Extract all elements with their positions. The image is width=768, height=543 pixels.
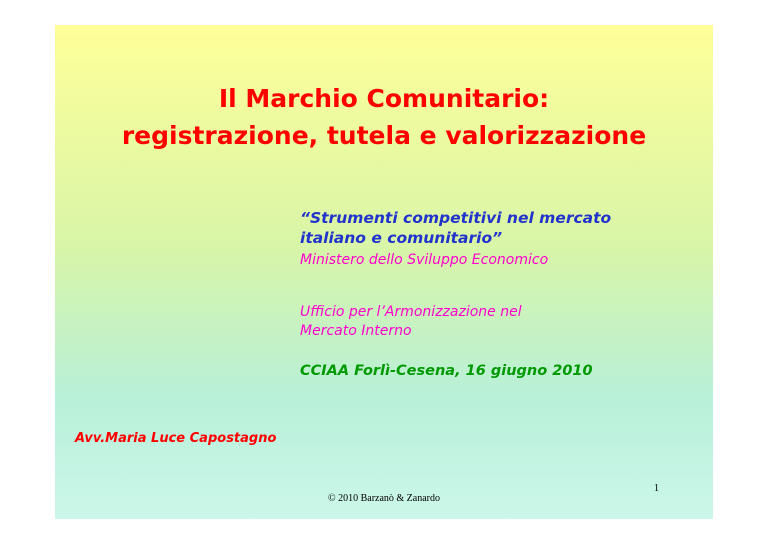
copyright-footer: © 2010 Barzanò & Zanardo (327, 493, 440, 504)
subtitle-line-2: italiano e comunitario” (300, 229, 503, 247)
page-number: 1 (654, 483, 659, 494)
office-line-2: Mercato Interno (300, 323, 412, 339)
event-info: CCIAA Forlì-Cesena, 16 giugno 2010 (300, 363, 593, 379)
ministry-name: Ministero dello Sviluppo Economico (300, 252, 549, 268)
subtitle (300, 208, 700, 248)
office-line-1: Ufficio per l’Armonizzazione nel (300, 304, 522, 320)
slide-title-line-1: Il Marchio Comunitario: (218, 84, 550, 113)
office-name (300, 303, 700, 341)
subtitle-line-1: “Strumenti competitivi nel mercato (300, 209, 612, 227)
slide (55, 25, 713, 519)
author-name: Avv.Maria Luce Capostagno (75, 431, 277, 446)
slide-title-line-2: registrazione, tutela e valorizzazione (121, 121, 647, 150)
